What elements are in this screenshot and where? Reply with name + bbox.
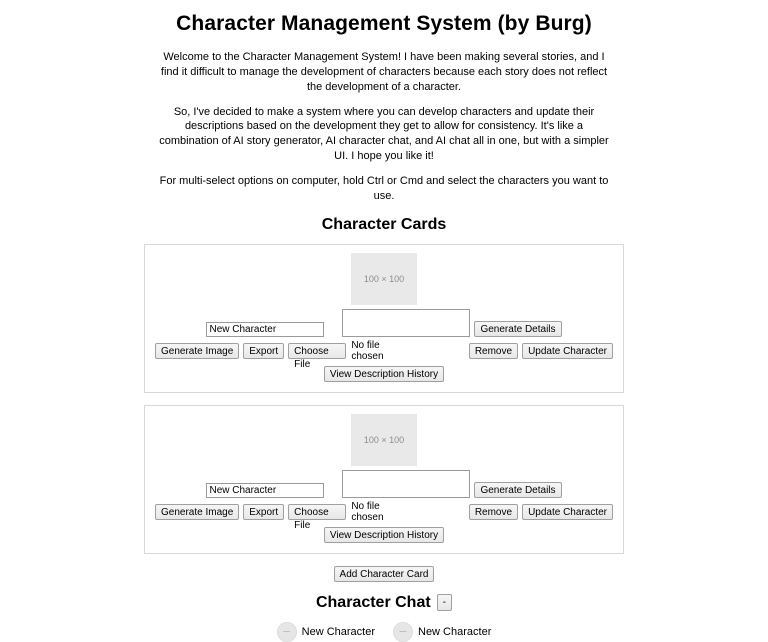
chat-participant-name: New Character [301, 625, 375, 638]
card-action-row [155, 500, 613, 531]
intro-text [154, 50, 614, 204]
character-cards-list [144, 244, 624, 554]
avatar: — [393, 622, 413, 642]
update-character-button[interactable]: Update Character [522, 504, 613, 520]
generate-image-button[interactable]: Generate Image [155, 343, 239, 359]
chat-participant[interactable] [393, 622, 491, 642]
generate-details-button[interactable]: Generate Details [474, 482, 561, 498]
character-name-input[interactable] [206, 322, 324, 337]
generate-image-button[interactable]: Generate Image [155, 504, 239, 520]
add-card-row [20, 566, 748, 582]
add-character-card-button[interactable]: Add Character Card [334, 566, 435, 582]
character-description-input[interactable] [342, 470, 470, 498]
update-character-button[interactable]: Update Character [522, 343, 613, 359]
view-description-history-button[interactable]: View Description History [324, 527, 444, 543]
character-cards-heading: Character Cards [321, 215, 447, 233]
character-chat-label: Character Chat [315, 593, 431, 611]
app-root [0, 12, 768, 638]
page-title: Character Management System (by Burg) [176, 12, 592, 35]
avatar: — [277, 622, 297, 642]
generate-details-button[interactable]: Generate Details [474, 321, 561, 337]
chat-collapse-toggle-button[interactable]: - [437, 594, 452, 611]
choose-file-button[interactable]: Choose File [288, 504, 346, 520]
view-description-history-button[interactable]: View Description History [324, 366, 444, 382]
history-row [155, 366, 613, 382]
intro-paragraph-2: So, I've decided to make a system where you can develop characters and update their descriptions based on the development they get to allow for consistency. It's like a combination of AI story generator, AI character chat, and AI chat all in one, but with a simpler UI. I hope you like it! [159, 105, 609, 163]
card-fields-row [155, 470, 613, 498]
name-and-description [206, 309, 470, 337]
choose-file-button[interactable]: Choose File [288, 343, 346, 359]
export-button[interactable]: Export [243, 504, 284, 520]
name-and-description [206, 470, 470, 498]
character-chat-heading [20, 594, 748, 612]
file-upload-control[interactable] [288, 339, 406, 370]
character-image-placeholder: 100 × 100 [351, 253, 417, 305]
history-row [155, 527, 613, 543]
card-fields-row [155, 309, 613, 337]
character-card [144, 405, 624, 554]
card-action-row [155, 339, 613, 370]
character-name-input[interactable] [206, 483, 324, 498]
intro-paragraph-1: Welcome to the Character Management System! I have been making several stories, and I find it difficult to manage the development of characters because each story does not reflect the development of a character. [160, 51, 608, 93]
export-button[interactable]: Export [243, 343, 284, 359]
chat-participant-name: New Character [418, 625, 492, 638]
remove-button[interactable]: Remove [469, 343, 518, 359]
remove-button[interactable]: Remove [469, 504, 518, 520]
character-image-placeholder: 100 × 100 [351, 414, 417, 466]
chat-participant[interactable] [277, 622, 375, 642]
character-description-input[interactable] [342, 309, 470, 337]
file-name-label: No file chosen [351, 339, 384, 362]
character-card [144, 244, 624, 393]
chat-participants [20, 622, 748, 642]
file-upload-control[interactable] [288, 500, 406, 531]
file-name-label: No file chosen [351, 500, 384, 523]
intro-paragraph-3: For multi-select options on computer, hold Ctrl or Cmd and select the characters you want to use. [159, 174, 609, 202]
